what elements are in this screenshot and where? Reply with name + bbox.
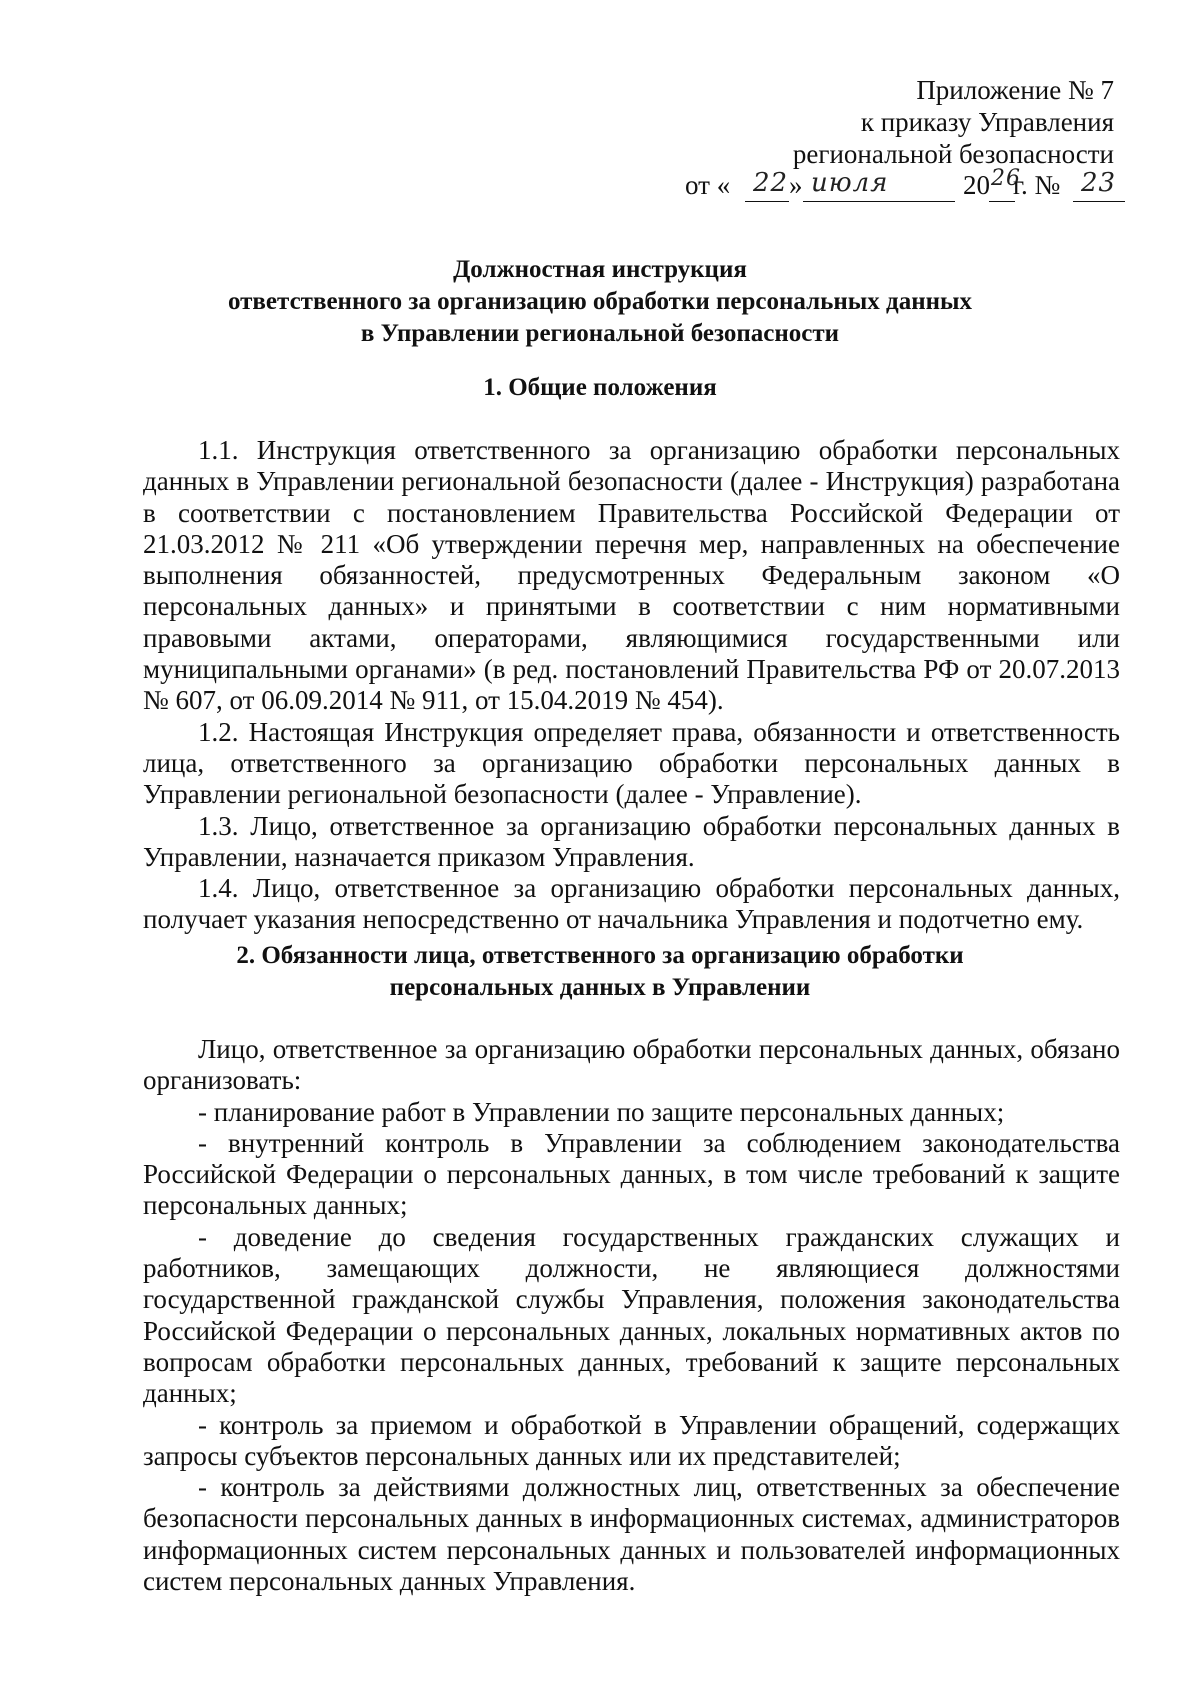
title-line: ответственного за организацию обработки персональных данных xyxy=(227,288,973,315)
section-1-heading xyxy=(0,372,1200,404)
order-year-prefix: 20 xyxy=(963,170,990,200)
list-item: - планирование работ в Управлении по защите персональных данных; xyxy=(198,1096,1005,1127)
list-item: - доведение до сведения государственных гражданских служащих и работников, замещающих должности, не являющиеся должностями государственной гражданской службы Управления, положения законодательства Российской Федерации о персональных данных, локальных нормативных актов по вопросам обработки персональных данных, требований к защите персональных данных; xyxy=(143,1221,1120,1409)
month-underline xyxy=(803,201,955,202)
order-quote-close: » xyxy=(789,170,803,200)
paragraph-1-1: 1.1. Инструкция ответственного за организацию обработки персональных данных в Управлении региональной безопасности (далее - Инструкция) разработана в соответствии с постановлением Правительства Российской Федерации от 21.03.2012 № 211 «Об утверждении перечня мер, направленных на обеспечение выполнения обязанностей, предусмотренных Федеральным законом «О персональных данных» и принятыми в соответствии с ним нормативными правовыми актами, операторами, являющимися государственными или муниципальными органами» (в ред. постановлений Правительства РФ от 20.07.2013 № 607, от 06.09.2014 № 911, от 15.04.2019 № 454). xyxy=(143,435,1120,716)
order-prefix: от « xyxy=(685,170,731,200)
appendix-line: к приказу Управления xyxy=(860,107,1114,137)
document-title xyxy=(0,254,1200,350)
title-line: в Управлении региональной безопасности xyxy=(360,320,840,347)
section-1-body xyxy=(143,435,1120,936)
section-2-body xyxy=(143,1034,1120,1597)
title-line: Должностная инструкция xyxy=(453,256,747,283)
appendix-line: региональной безопасности xyxy=(792,139,1114,169)
appendix-line: Приложение № 7 xyxy=(916,75,1114,105)
paragraph-1-4: 1.4. Лицо, ответственное за организацию обработки персональных данных, получает указания непосредственно от начальника Управления и подотчетно ему. xyxy=(143,873,1120,935)
list-item: - контроль за приемом и обработкой в Управлении обращений, содержащих запросы субъектов персональных данных или их представителей; xyxy=(143,1409,1120,1471)
year-underline xyxy=(989,201,1015,202)
appendix-block xyxy=(793,74,1114,170)
paragraph-2-intro: Лицо, ответственное за организацию обработки персональных данных, обязано организовать: xyxy=(143,1034,1120,1096)
list-item: - контроль за действиями должностных лиц, ответственных за обеспечение безопасности персональных данных в информационных системах, администраторов информационных систем персональных данных и пользователей информационных систем персональных данных Управления. xyxy=(143,1472,1120,1597)
day-underline xyxy=(745,201,789,202)
number-underline xyxy=(1073,201,1125,202)
section-2-heading-line: 2. Обязанности лица, ответственного за организацию обработки xyxy=(236,942,964,969)
paragraph-1-3: 1.3. Лицо, ответственное за организацию обработки персональных данных в Управлении, назначается приказом Управления. xyxy=(143,810,1120,872)
list-item: - внутренний контроль в Управлении за соблюдением законодательства Российской Федерации о персональных данных, в том числе требований к защите персональных данных; xyxy=(143,1127,1120,1221)
order-year-handwritten: 26 xyxy=(991,166,1021,191)
section-1-heading-text: 1. Общие положения xyxy=(483,374,717,401)
order-year-tail: г. № xyxy=(1013,170,1061,200)
order-date-line xyxy=(685,166,1130,204)
order-number-handwritten: 23 xyxy=(1081,168,1117,198)
order-day-handwritten: 22 xyxy=(753,168,789,198)
section-2-heading xyxy=(0,940,1200,1004)
paragraph-1-2: 1.2. Настоящая Инструкция определяет права, обязанности и ответственность лица, ответственного за организацию обработки персональных данных в Управлении региональной безопасности (далее - Управление). xyxy=(143,716,1120,810)
order-month-handwritten: июля xyxy=(811,168,889,198)
section-2-heading-line: персональных данных в Управлении xyxy=(389,974,811,1001)
